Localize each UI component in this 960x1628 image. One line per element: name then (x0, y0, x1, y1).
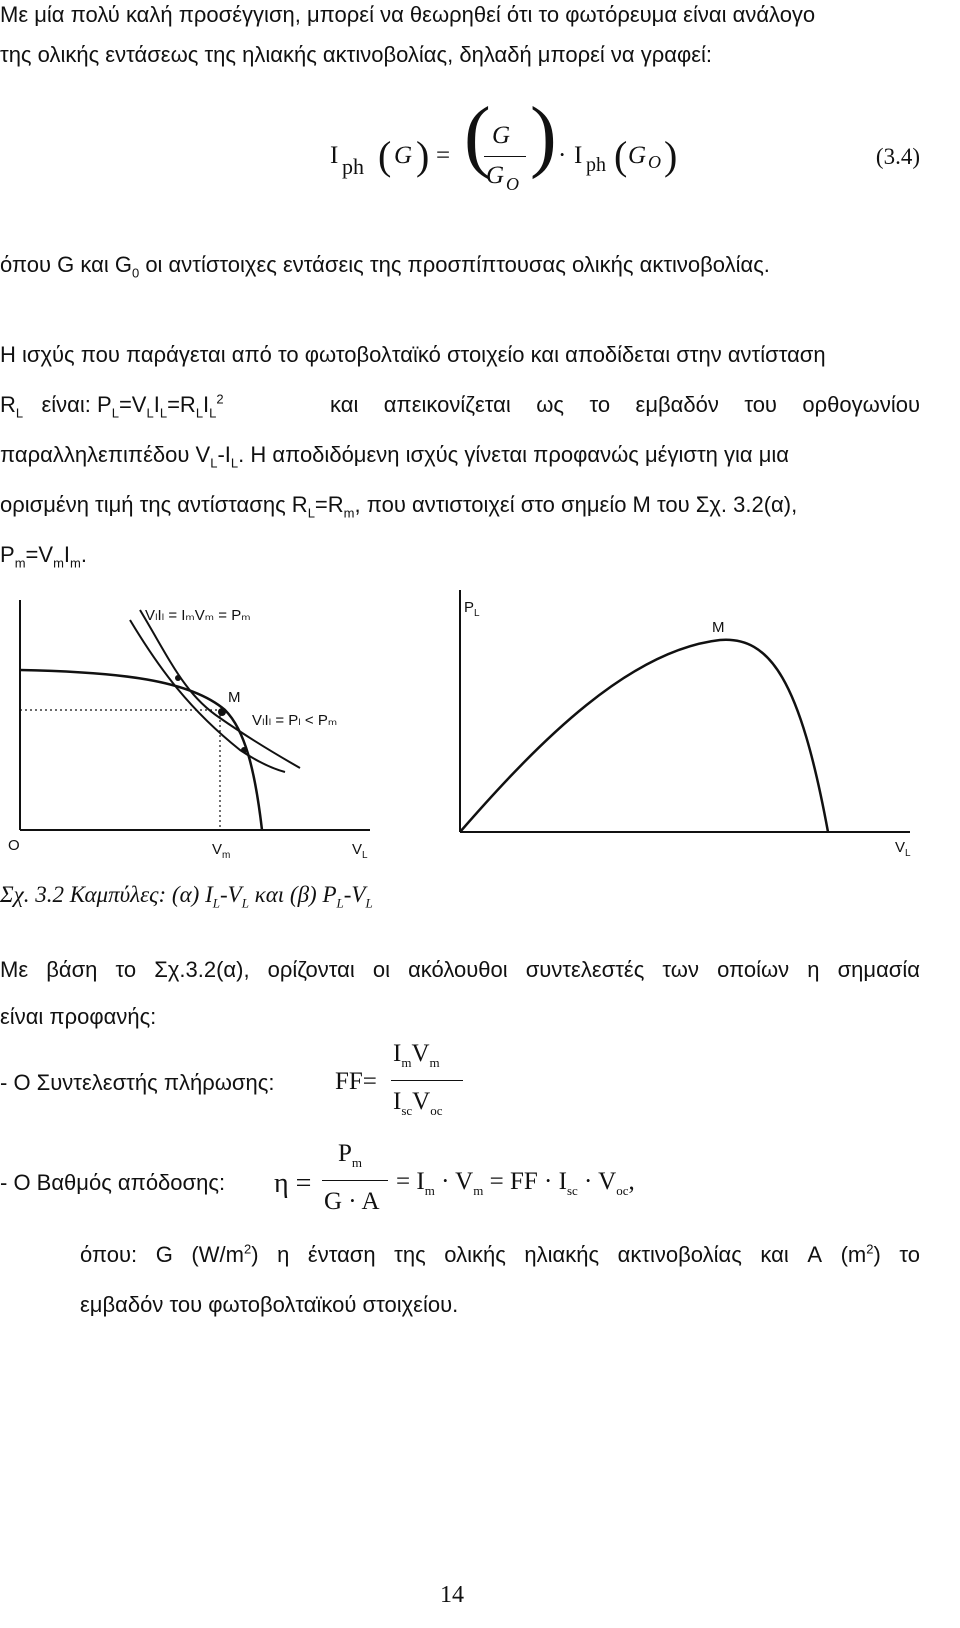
ff-frac-bar (391, 1080, 463, 1081)
eq-number: (3.4) (875, 144, 920, 169)
word: όπου: (80, 1242, 138, 1267)
eq-paren2-open: ( (614, 133, 628, 178)
fig-a-origin: O (8, 837, 20, 854)
einai: είναι: (41, 392, 91, 417)
word: ακτινοβολίας (617, 1242, 742, 1267)
page-number (440, 1580, 464, 1610)
word: της (394, 1242, 426, 1267)
para-l3-b: -I (217, 442, 231, 467)
word: βάση (46, 957, 98, 982)
word: Με (0, 957, 29, 982)
intro-text-2: της ολικής εντάσεως της ηλιακής ακτινοβολίας, δηλαδή μπορεί να γραφεί: (0, 42, 713, 67)
v-sub: L (146, 405, 154, 421)
para-formula (0, 390, 224, 420)
para-text-1: Η ισχύς που παράγεται από το φωτοβολταϊκό στοιχείο και αποδίδεται στην αντίσταση (0, 342, 826, 367)
figure-b (440, 580, 940, 870)
para-l5-c: I (63, 542, 71, 567)
fig-b-ylabel: $P_L$ (464, 599, 480, 619)
word: εμβαδόν (635, 392, 719, 417)
word: ολικής (444, 1242, 506, 1267)
r-sub: L (15, 405, 24, 421)
fig-a-point-3 (241, 747, 247, 753)
sub-L: L (336, 895, 344, 911)
sub-L: L (241, 895, 249, 911)
eq-paren2-close: ) (664, 133, 678, 178)
caption-a: Σχ. 3.2 Καμπύλες: (α) I (0, 882, 213, 907)
eta-rhs: = $I_m \cdot V_m$ = FF · $I_{sc} \cdot V_{oc}$, (396, 1168, 635, 1198)
i-sub: L (159, 405, 168, 421)
eq-r: =R (167, 392, 196, 417)
word: Σχ.3.2(α), (154, 957, 250, 982)
caption-b: -V (219, 882, 242, 907)
caption-c: και (β) P (248, 882, 337, 907)
basis-text-2: είναι προφανής: (0, 1004, 157, 1029)
eq-frac-den-sub: O (506, 174, 519, 194)
sub-L: L (307, 505, 315, 521)
r2-sub: L (195, 405, 204, 421)
eq-paren-open: ( (378, 133, 392, 178)
word: το (589, 392, 611, 417)
para-l5-a: P (0, 542, 15, 567)
eta-label-text: - Ο Βαθμός απόδοσης: (0, 1170, 226, 1195)
eq-ph2: ph (586, 154, 606, 176)
fig-a-point-m (218, 708, 226, 716)
fig-a-vm: $V_m$ (212, 841, 231, 860)
fig-a-hyperbola-pl (130, 620, 285, 772)
ff-num: $I_mV_m$ (393, 1040, 440, 1070)
sub-m: m (343, 505, 355, 521)
intro-line-2 (0, 40, 712, 70)
fig-a-label-mid: VₗIₗ = Pₗ < Pₘ (252, 712, 338, 729)
word: ακόλουθοι (408, 957, 508, 982)
para-l3-a: παραλληλεπιπέδου V (0, 442, 211, 467)
eq-Go: G (628, 142, 647, 169)
word: απεικονίζεται (383, 392, 511, 417)
unit-w-m2: $(W/m^2)$ (191, 1241, 259, 1267)
para-line-3 (0, 440, 789, 470)
word: ως (536, 392, 564, 417)
figure-a (0, 600, 400, 860)
para-line-5 (0, 540, 87, 570)
sub-L: L (212, 895, 220, 911)
word: των (662, 957, 699, 982)
sub-L: L (230, 455, 239, 471)
square-sup: 2 (216, 391, 224, 407)
eq-bigparen-close: ) (530, 92, 557, 180)
unit-m2: $(m^2)$ (840, 1241, 881, 1267)
ff-den: $I_{sc}V_{oc}$ (393, 1088, 443, 1118)
fig-b-power-curve (460, 640, 828, 832)
ff-label-text: - Ο Συντελεστής πλήρωσης: (0, 1070, 275, 1095)
eq-equals: = (436, 142, 451, 169)
fig-a-hyperbola-pm (140, 610, 300, 768)
eta-num: $P_m$ (338, 1140, 363, 1170)
figure-caption (0, 880, 373, 910)
eq-frac-bar (484, 156, 526, 157)
eta-lhs: η = (274, 1168, 312, 1199)
page-number-text: 14 (440, 1582, 464, 1608)
fig-a-label-top: VₗIₗ = IₘVₘ = Pₘ (145, 607, 251, 624)
r-letter: R (0, 392, 16, 417)
eq-frac-den: G (486, 162, 505, 189)
word: οποίων (717, 957, 790, 982)
word: ηλιακής (524, 1242, 600, 1267)
eta-formula (274, 1140, 694, 1230)
para-l4-b: =R (314, 492, 344, 517)
ff-formula (335, 1040, 495, 1130)
intro-line-1 (0, 0, 920, 30)
fig-a-label-m: M (228, 689, 241, 706)
word: του (744, 392, 777, 417)
para-l5-d: . (80, 542, 87, 567)
word: οι (372, 957, 390, 982)
intro-text-1: Με μία πολύ καλή προσέγγιση, μπορεί να θεωρηθεί ότι το φωτόρευμα είναι ανάλογο (0, 2, 816, 27)
where-sub0: 0 (131, 265, 140, 281)
p-sub: L (111, 405, 119, 421)
equation-3-4 (330, 92, 920, 202)
sub-m: m (53, 555, 64, 571)
word: και (760, 1242, 789, 1267)
word: ένταση (307, 1242, 376, 1267)
word: G (155, 1242, 173, 1267)
eq-bigparen-open: ( (464, 92, 491, 180)
fig-b-label-m: M (712, 619, 725, 636)
ff-label (0, 1068, 274, 1098)
para-line-2-words (330, 390, 920, 420)
word: ορίζονται (267, 957, 355, 982)
sub-L: L (210, 455, 218, 471)
eq-I2: I (574, 142, 583, 169)
eta-label (0, 1168, 225, 1198)
eta-frac-bar (322, 1180, 388, 1181)
caption-d: -V (343, 882, 366, 907)
eq-v: =V (118, 392, 147, 417)
figure-a-plot (0, 600, 400, 860)
fig-a-point-2 (175, 675, 181, 681)
para-l5-b: =V (25, 542, 54, 567)
where-b: οι αντίστοιχες εντάσεις της προσπίπτουσας ολικής ακτινοβολίας. (139, 252, 770, 277)
i-letter: I (153, 392, 160, 417)
i2-sub: L (209, 405, 217, 421)
para-l4-a: ορισμένη τιμή της αντίστασης R (0, 492, 308, 517)
para-line-1 (0, 340, 826, 370)
sub-m: m (14, 555, 26, 571)
eq-Go-sub: O (648, 152, 661, 172)
eq-paren-close: ) (416, 133, 430, 178)
fig-b-xlabel: $V_L$ (895, 839, 911, 859)
where2-line-2 (80, 1290, 458, 1320)
ff-lhs: FF= (335, 1068, 377, 1095)
sub-m: m (70, 555, 81, 571)
word: A (807, 1242, 822, 1267)
word: σημασία (837, 957, 920, 982)
word: ορθογωνίου (802, 392, 920, 417)
word: η (807, 957, 820, 982)
para-l3-c: . Η αποδιδόμενη ισχύς γίνεται προφανώς μέγιστη για μια (238, 442, 789, 467)
basis-line-1 (0, 955, 920, 985)
fig-a-iv-curve (20, 670, 262, 830)
word: η (277, 1242, 290, 1267)
eta-den: G · A (324, 1188, 380, 1215)
where-line (0, 250, 770, 280)
eq-I: I (330, 142, 339, 169)
basis-line-2 (0, 1002, 156, 1032)
figure-b-plot (440, 580, 940, 870)
p-letter: P (97, 392, 112, 417)
i2-letter: I (203, 392, 210, 417)
word: συντελεστές (525, 957, 645, 982)
where2-text-2: εμβαδόν του φωτοβολταϊκού στοιχείου. (80, 1292, 459, 1317)
word: και (330, 392, 359, 417)
word: το (899, 1242, 920, 1267)
para-line-4 (0, 490, 797, 520)
where2-line-1 (80, 1240, 920, 1270)
eq-frac-num: G (492, 122, 511, 149)
para-l4-c: , που αντιστοιχεί στο σημείο Μ του Σχ. 3.2(α), (354, 492, 798, 517)
eq-G-italic: G (394, 142, 413, 169)
word: το (115, 957, 137, 982)
eq-dot: · (558, 142, 567, 169)
eq-ph: ph (342, 154, 364, 179)
where-a: όπου G και G (0, 252, 132, 277)
fig-a-vl: $V_L$ (352, 841, 368, 860)
sub-L: L (365, 895, 373, 911)
